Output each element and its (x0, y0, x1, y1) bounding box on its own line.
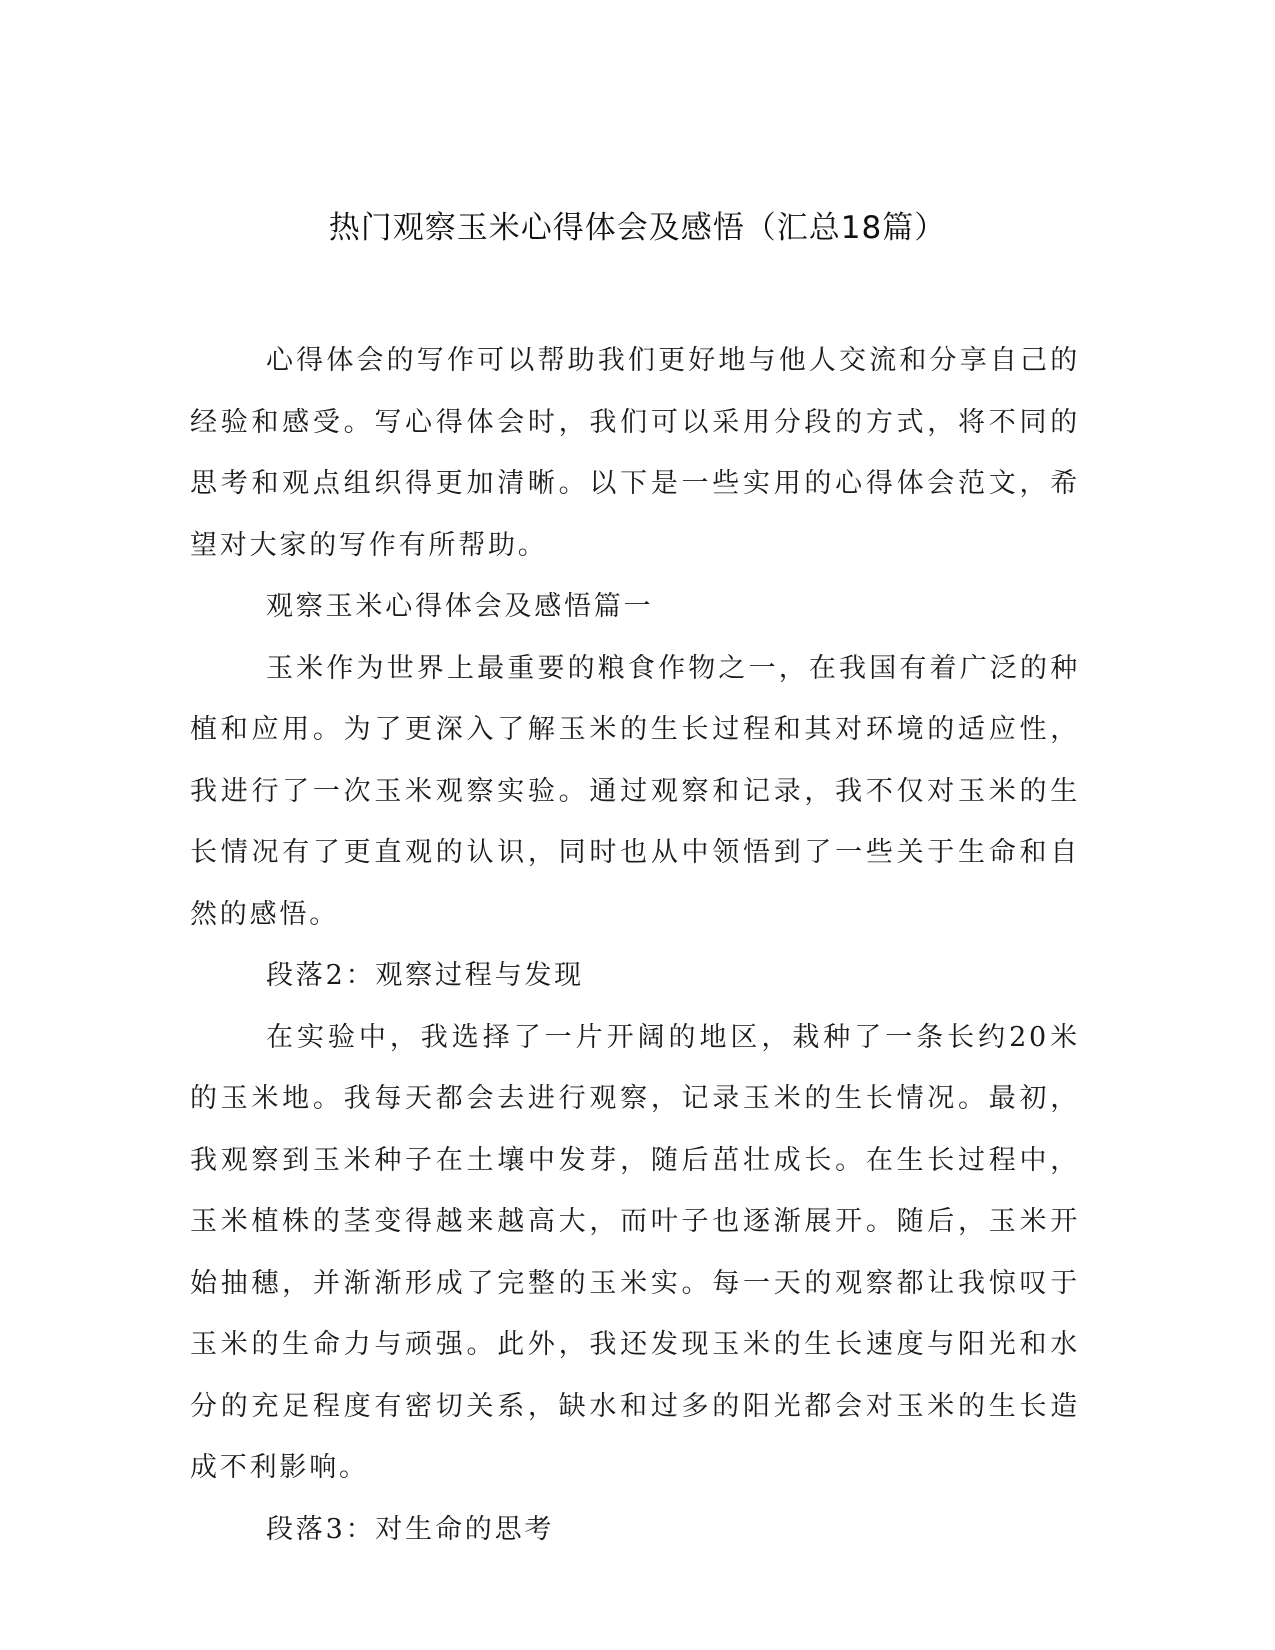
section-1-paragraph: 玉米作为世界上最重要的粮食作物之一，在我国有着广泛的种植和应用。为了更深入了解玉米的生长过程和其对环境的适应性，我进行了一次玉米观察实验。通过观察和记录，我不仅对玉米的生长情况有了更直观的认识，同时也从中领悟到了一些关于生命和自然的感悟。 (190, 652, 1080, 930)
paragraph-2-heading: 段落2：观察过程与发现 (266, 960, 584, 991)
section-1-title: 观察玉米心得体会及感悟篇一 (266, 591, 654, 622)
paragraph-2-body: 在实验中，我选择了一片开阔的地区，栽种了一条长约20米的玉米地。我每天都会去进行观察，记录玉米的生长情况。最初，我观察到玉米种子在土壤中发芽，随后茁壮成长。在生长过程中，玉米植株的茎变得越来越高大，而叶子也逐渐展开。随后，玉米开始抽穗，并渐渐形成了完整的玉米实。每一天的观察都让我惊叹于玉米的生命力与顽强。此外，我还发现玉米的生长速度与阳光和水分的充足程度有密切关系，缺水和过多的阳光都会对玉米的生长造成不利影响。 (190, 1021, 1080, 1483)
intro-paragraph: 心得体会的写作可以帮助我们更好地与他人交流和分享自己的经验和感受。写心得体会时，我们可以采用分段的方式，将不同的思考和观点组织得更加清晰。以下是一些实用的心得体会范文，希望对大家的写作有所帮助。 (190, 345, 1080, 561)
document-title: 热门观察玉米心得体会及感悟（汇总18篇） (328, 210, 947, 246)
paragraph-3-heading: 段落3：对生命的思考 (266, 1513, 555, 1545)
document-body (190, 330, 1080, 1560)
